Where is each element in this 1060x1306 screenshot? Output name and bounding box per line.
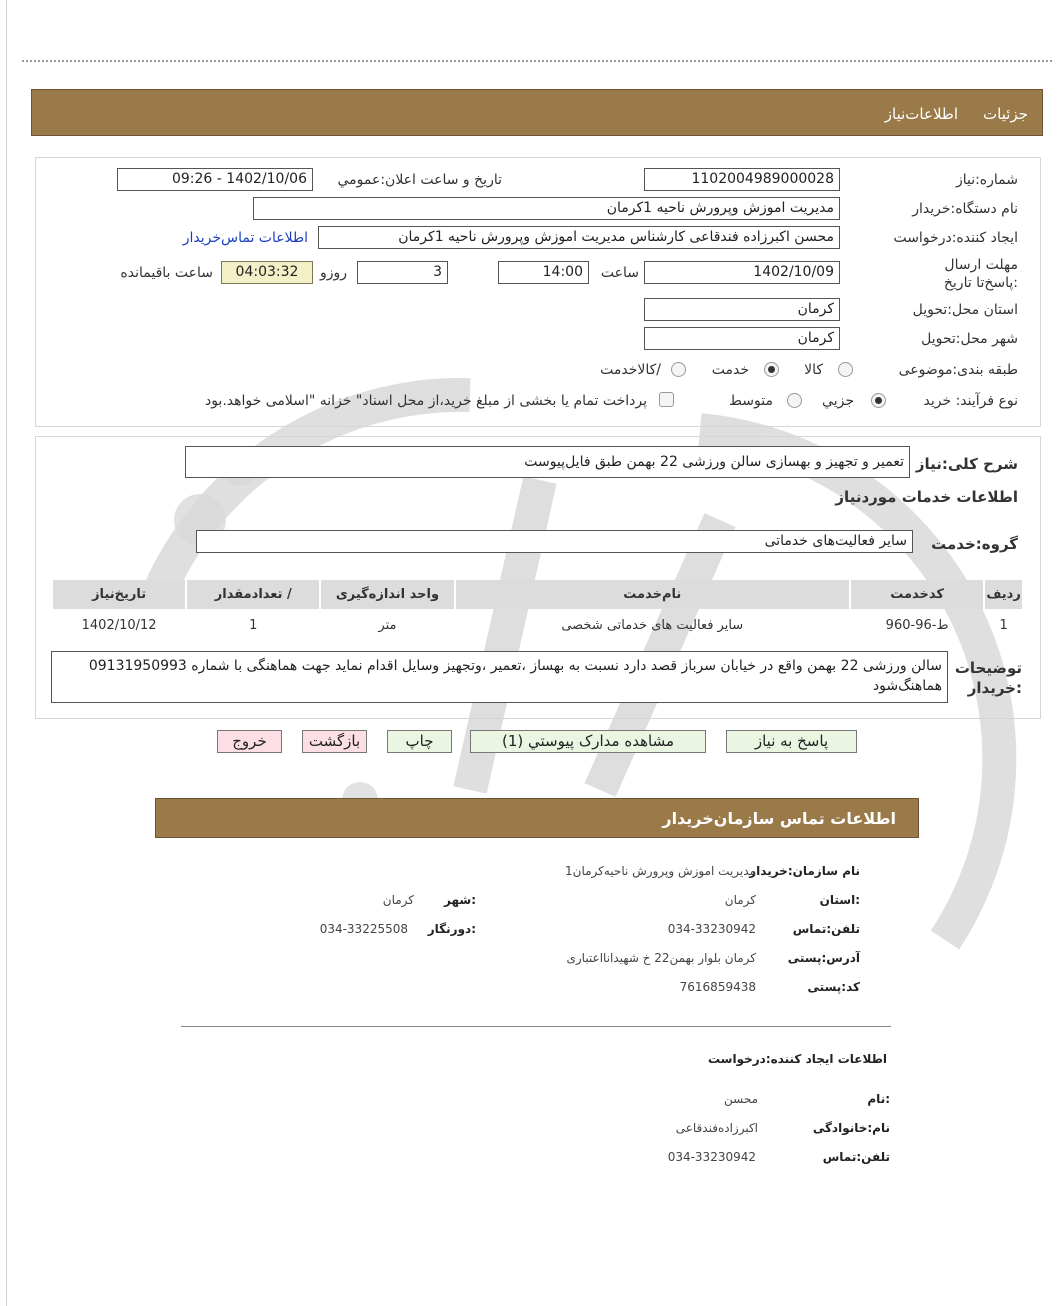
contact-postal-value: 7616859438 xyxy=(679,980,756,994)
requester-family-label: نام:خانوادگی xyxy=(812,1121,890,1135)
cell-row: 1 xyxy=(999,617,1008,633)
contact-city-value: کرمان xyxy=(382,893,414,907)
cell-need-date: 1402/10/12 xyxy=(81,617,157,633)
deadline-time-label: ساعت xyxy=(600,265,639,281)
cell-service-code: ط-96-960 xyxy=(885,617,949,633)
left-border xyxy=(6,0,7,1306)
category-goods-label: کالا xyxy=(804,362,823,378)
buyer-org-label: نام دستگاه:خریدار xyxy=(912,201,1018,217)
tab-details[interactable]: جزئیات xyxy=(983,105,1028,123)
requester-family-value: اکبرزاده‌فندقاعی xyxy=(675,1121,758,1135)
announce-field: 1402/10/06 - 09:26 xyxy=(117,168,313,191)
requester-name-value: محسن xyxy=(723,1092,758,1106)
process-label: نوع فرآیند: خرید xyxy=(923,393,1018,409)
city-field: کرمان xyxy=(644,327,840,350)
services-table xyxy=(51,578,1024,641)
days-label: روزو xyxy=(319,265,347,281)
description-label: شرح کلی:نیاز xyxy=(915,455,1018,473)
category-both-label: /کالاخدمت xyxy=(600,362,661,378)
buyer-org-field: مدیریت اموزش وپرورش ناحیه 1کرمان xyxy=(253,197,840,220)
table-header-row xyxy=(53,580,1022,609)
days-field: 3 xyxy=(357,261,448,284)
col-service-code: کدخدمت xyxy=(851,580,983,609)
table-row xyxy=(53,611,1022,639)
cell-quantity: 1 xyxy=(249,617,258,633)
buyer-notes-label: توضیحات :خریدار xyxy=(954,659,1022,697)
need-number-field: 1102004989000028 xyxy=(644,168,840,191)
province-field: کرمان xyxy=(644,298,840,321)
deadline-time-field: 14:00 xyxy=(498,261,589,284)
reply-button[interactable]: پاسخ به نیاز xyxy=(726,730,857,753)
process-medium-label: متوسط xyxy=(729,393,773,409)
requester-name-label: :نام xyxy=(867,1092,890,1106)
details-header-band xyxy=(31,89,1043,136)
back-button[interactable]: بازگشت xyxy=(302,730,367,753)
deadline-label: مهلت ارسال :پاسخ‌تا تاریخ xyxy=(943,257,1018,291)
col-need-date: تاریخ‌نیاز xyxy=(53,580,185,609)
description-field: تعمیر و تجهیز و بهسازی سالن ورزشی 22 بهمن طبق فایل‌پیوست xyxy=(185,446,910,478)
creator-field: محسن اکبرزاده فندقاعی کارشناس مدیریت اموزش وپرورش ناحیه 1کرمان xyxy=(318,226,840,249)
treasury-payment-note: پرداخت تمام یا بخشی از مبلغ خرید،از محل اسناد" خزانه "اسلامی خواهد.بود xyxy=(204,393,647,409)
service-group-label: گروه:خدمت xyxy=(931,535,1018,553)
cell-service-name: سایر فعالیت های خدماتی شخصی xyxy=(561,617,744,633)
requester-title: اطلاعات ایجاد کننده:درخواست xyxy=(707,1052,887,1066)
contact-phone-label: تلفن:تماس xyxy=(792,922,860,936)
contact-fax-label: :دورنگار xyxy=(427,922,476,936)
col-quantity: / تعدادمقدار xyxy=(187,580,319,609)
requester-phone-label: تلفن:تماس xyxy=(822,1150,890,1164)
contact-title: اطلاعات تماس سازمان‌خریدار xyxy=(662,809,896,828)
contact-postal-label: کد:پستی xyxy=(807,980,860,994)
top-dotted-divider xyxy=(22,60,1052,62)
cell-unit: متر xyxy=(378,617,397,633)
contact-org-value: مدیریت اموزش وپرورش ناحیه‌کرمان1 xyxy=(565,864,756,878)
buyer-contact-link[interactable]: اطلاعات تماس‌خریدار xyxy=(182,230,308,246)
contact-province-value: کرمان xyxy=(724,893,756,907)
contact-header-band xyxy=(155,798,919,838)
contact-address-label: آدرس:پستی xyxy=(787,951,860,965)
col-unit: واحد اندازه‌گیری xyxy=(321,580,453,609)
contact-address-value: کرمان بلوار بهمن22 خ شهیدانااعتباری xyxy=(566,951,756,965)
remaining-label: ساعت باقیمانده xyxy=(120,265,213,281)
category-service-label: خدمت xyxy=(711,362,749,378)
print-button[interactable]: چاپ xyxy=(387,730,452,753)
process-partial-label: جزیي xyxy=(822,393,854,409)
category-label: طبقه بندی:موضوعی xyxy=(898,362,1018,378)
tab-need-info[interactable]: اطلاعات‌نیاز xyxy=(884,105,958,123)
contact-city-label: :شهر xyxy=(444,893,476,907)
category-service-radio[interactable] xyxy=(764,362,779,377)
deadline-date-field: 1402/10/09 xyxy=(644,261,840,284)
remaining-timer: 04:03:32 xyxy=(221,261,313,284)
services-title: اطلاعات خدمات موردنیاز xyxy=(835,488,1018,506)
category-goods-radio[interactable] xyxy=(838,362,853,377)
buyer-notes-field: سالن ورزشی 22 بهمن واقع در خیابان سرباز قصد دارد نسبت به بهساز ،تعمیر ،وتجهیز وسایل اقدام نماید جهت هماهنگی با شماره 09131950993 هماهنگ‌شود xyxy=(51,651,948,703)
service-group-field: سایر فعالیت‌های خدماتی xyxy=(196,530,913,553)
province-label: استان محل:تحویل xyxy=(912,302,1018,318)
process-partial-radio[interactable] xyxy=(871,393,886,408)
contact-fax-value: 034-33225508 xyxy=(319,922,408,936)
attachments-button[interactable]: مشاهده مدارک پیوستي (1) xyxy=(470,730,706,753)
creator-label: ایجاد کننده:درخواست xyxy=(893,230,1018,246)
contact-divider xyxy=(181,1026,891,1027)
need-number-label: شماره:نیاز xyxy=(955,172,1018,188)
col-row: ردیف xyxy=(985,580,1022,609)
contact-province-label: :استان xyxy=(819,893,860,907)
treasury-payment-checkbox[interactable] xyxy=(659,392,674,407)
contact-phone-value: 034-33230942 xyxy=(667,922,756,936)
requester-phone-value: 034-33230942 xyxy=(667,1150,756,1164)
category-both-radio[interactable] xyxy=(671,362,686,377)
announce-label: تاریخ و ساعت اعلان:عمومي xyxy=(337,172,502,188)
process-medium-radio[interactable] xyxy=(787,393,802,408)
exit-button[interactable]: خروج xyxy=(217,730,282,753)
city-label: شهر محل:تحویل xyxy=(921,331,1018,347)
contact-org-label: نام سازمان:خریدار xyxy=(749,864,860,878)
col-service-name: نام‌خدمت xyxy=(456,580,849,609)
